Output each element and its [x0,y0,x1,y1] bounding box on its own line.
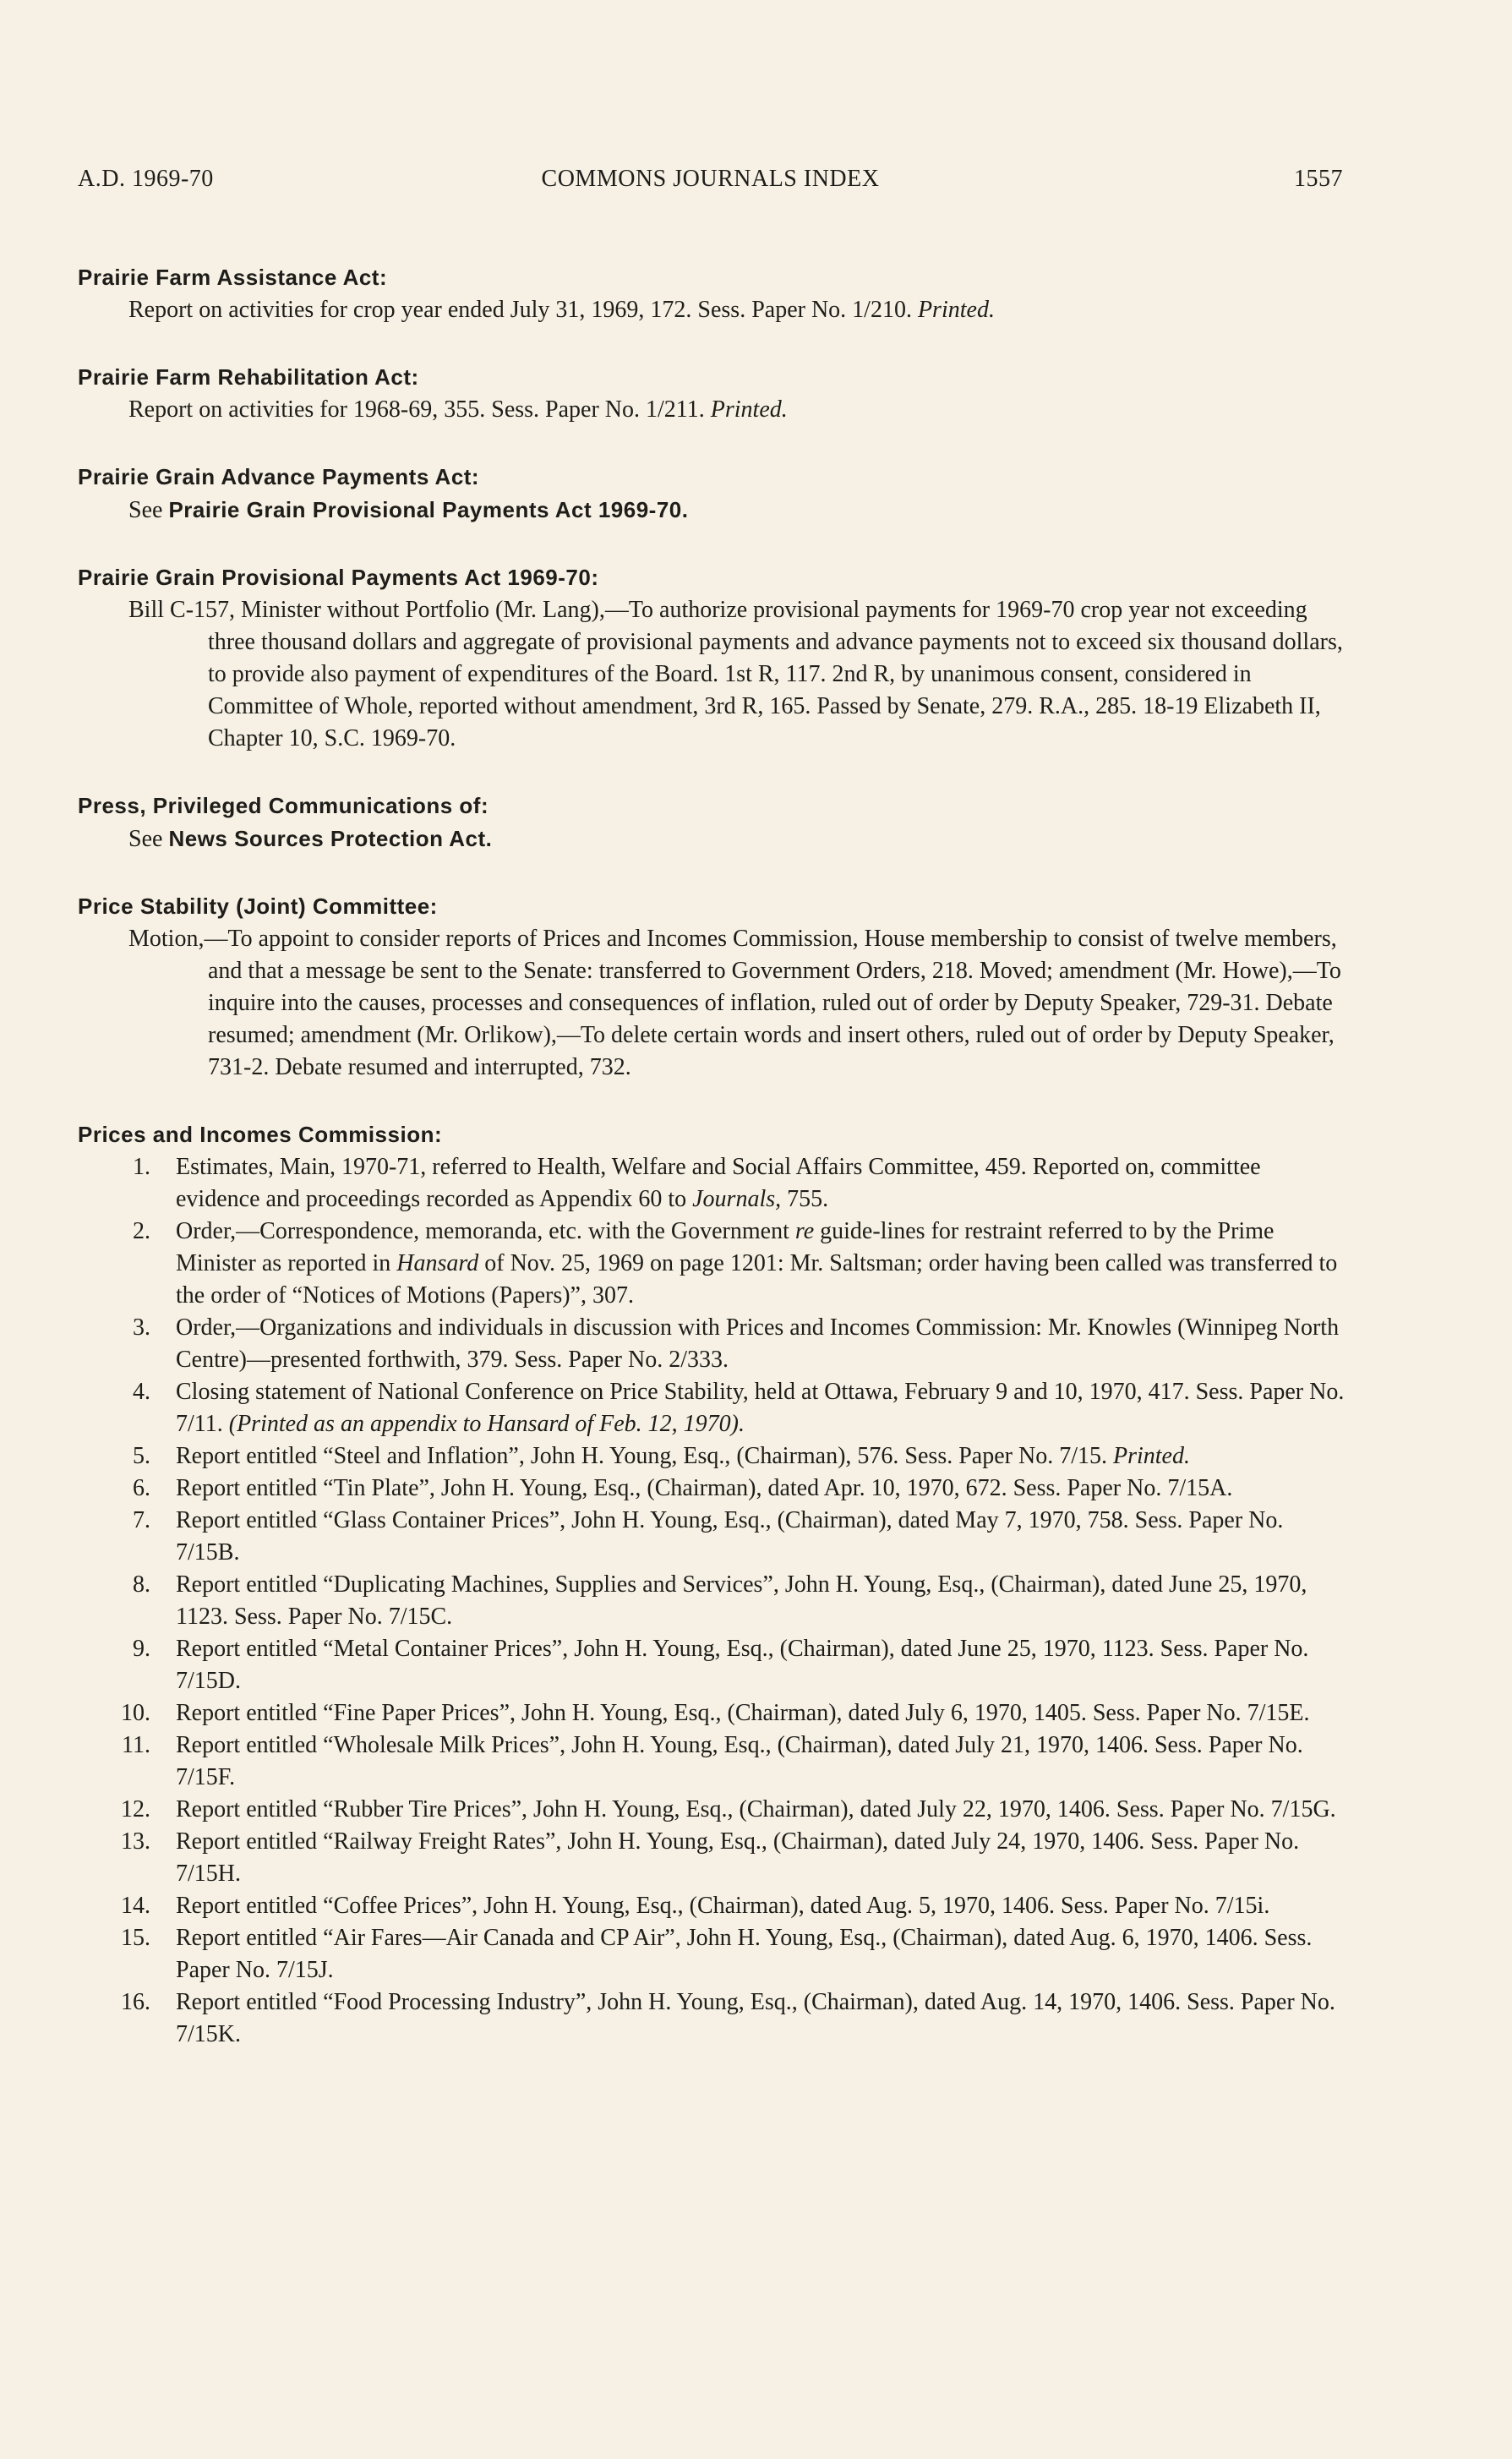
page-header [78,166,1343,199]
item-number: 9. [133,1636,150,1662]
index-entry [78,790,1346,855]
page-number: 1557 [1294,166,1343,192]
list-item [78,1505,1346,1569]
item-text: Report entitled “Metal Container Prices”, John H. Young, Esq., (Chairman), dated June 25, 1970, 1123. Sess. Paper No. 7/15D. [176,1636,1309,1694]
item-text: of Nov. 25, 1969 on page 1201: Mr. Saltsman; order having been called was transferred to the order of “Notices of Motions (Papers)”, 307. [176,1250,1338,1309]
list-item [78,1729,1346,1794]
entry-text: Motion,—To appoint to consider reports of Prices and Incomes Commission, House membership to consist of twelve members, and that a message be sent to the Senate: transferred to Government Orders, 218. Moved; amendment (Mr. Howe),—To inquire into the causes, processes and consequences of inflation, ruled out of order by Deputy Speaker, 729-31. Debate resumed; amendment (Mr. Orlikow),—To delete certain words and insert others, ruled out of order by Deputy Speaker, 731-2. Debate resumed and interrupted, 732. [128,926,1341,1080]
item-number: 1. [133,1154,150,1180]
item-italic-text: (Printed as an appendix to Hansard of Feb. 12, 1970). [228,1411,745,1437]
item-number: 16. [121,1989,150,2015]
item-text: Report entitled “Railway Freight Rates”, John H. Young, Esq., (Chairman), dated July 24, 1970, 1406. Sess. Paper No. 7/15H. [176,1828,1300,1887]
index-entry [78,262,1346,326]
item-number: 7. [133,1507,150,1533]
entry-heading: Price Stability (Joint) Committee: [78,893,438,919]
item-text: Order,—Correspondence, memoranda, etc. with the Government [176,1218,795,1244]
cross-reference: News Sources Protection Act. [168,826,493,851]
item-number: 11. [122,1732,150,1758]
item-text: Report entitled “Steel and Inflation”, John H. Young, Esq., (Chairman), 576. Sess. Paper No. 7/15. [176,1443,1113,1469]
item-number: 10. [121,1700,150,1726]
list-item [78,1890,1346,1922]
item-text: Report entitled “Tin Plate”, John H. Young, Esq., (Chairman), dated Apr. 10, 1970, 672. Sess. Paper No. 7/15A. [176,1475,1233,1501]
item-number: 5. [133,1443,150,1469]
item-number: 14. [121,1893,150,1919]
index-entry [78,462,1346,527]
item-italic-text: Printed. [1112,1443,1190,1469]
item-text: guide-lines for restraint referred to by the Prime Minister as reported in [176,1218,1275,1276]
list-item [78,1633,1346,1697]
item-number: 4. [133,1379,150,1405]
item-text: 755. [781,1186,829,1212]
item-text: Report entitled “Glass Container Prices”, John H. Young, Esq., (Chairman), dated May 7, 1970, 758. Sess. Paper No. 7/15B. [176,1507,1284,1566]
entry-text-main: Report on activities for 1968-69, 355. Sess. Paper No. 1/211. [128,396,705,423]
entry-text: Bill C-157, Minister without Portfolio (Mr. Lang),—To authorize provisional payments for 1969-70 crop year not exceeding three thousand dollars and aggregate of provisional payments and advance payments not to exceed six thousand dollars, to provide also payment of expenditures of the Board. 1st R, 117. 2nd R, by unanimous consent, considered in Committee of Whole, reported without amendment, 3rd R, 165. Passed by Senate, 279. R.A., 285. 18-19 Elizabeth II, Chapter 10, S.C. 1969-70. [128,597,1343,751]
entry-text [78,494,1346,527]
list-item [78,1216,1346,1312]
item-text: Report entitled “Duplicating Machines, Supplies and Services”, John H. Young, Esq., (Chairman), dated June 25, 1970, 1123. Sess. Paper No. 7/15C. [176,1571,1307,1630]
entry-text-main: Report on activities for crop year ended July 31, 1969, 172. Sess. Paper No. 1/210. [128,297,912,323]
item-number: 2. [133,1218,150,1244]
list-item [78,1826,1346,1890]
list-item [78,1569,1346,1633]
index-content [78,262,1346,2086]
list-item [78,1312,1346,1376]
entry-heading: Prices and Incomes Commission: [78,1122,443,1147]
index-entry [78,891,1346,1084]
list-item [78,1376,1346,1440]
entry-heading: Prairie Grain Provisional Payments Act 1969-70: [78,565,599,590]
list-item [78,1922,1346,1986]
item-text: Order,—Organizations and individuals in discussion with Prices and Incomes Commission: Mr. Knowles (Winnipeg North Centre)—presented forthwith, 379. Sess. Paper No. 2/333. [176,1314,1340,1373]
index-entry [78,362,1346,426]
item-number: 6. [133,1475,150,1501]
entry-text [78,294,1346,326]
see-label: See [128,497,163,523]
list-item [78,1440,1346,1473]
item-text: Report entitled “Rubber Tire Prices”, John H. Young, Esq., (Chairman), dated July 22, 1970, 1406. Sess. Paper No. 7/15G. [176,1796,1336,1822]
list-item [78,1151,1346,1216]
cross-reference: Prairie Grain Provisional Payments Act 1969-70. [168,497,689,522]
list-item [78,1473,1346,1505]
item-italic-text: Journals, [692,1186,782,1212]
item-number: 13. [121,1828,150,1855]
item-italic-text: Hansard [396,1250,479,1276]
entry-heading: Prairie Farm Assistance Act: [78,265,388,290]
entry-text [78,822,1346,855]
entry-heading: Prairie Farm Rehabilitation Act: [78,364,419,390]
item-number: 15. [121,1925,150,1951]
item-text: Closing statement of National Conference on Price Stability, held at Ottawa, February 9 and 10, 1970, 417. Sess. Paper No. 7/11. [176,1379,1345,1437]
item-number: 8. [133,1571,150,1598]
header-title: COMMONS JOURNALS INDEX [541,166,880,192]
list-item [78,1986,1346,2051]
item-text: Report entitled “Wholesale Milk Prices”, John H. Young, Esq., (Chairman), dated July 21, 1970, 1406. Sess. Paper No. 7/15F. [176,1732,1303,1790]
item-text: Report entitled “Coffee Prices”, John H. Young, Esq., (Chairman), dated Aug. 5, 1970, 1406. Sess. Paper No. 7/15i. [176,1893,1270,1919]
entry-text [78,394,1346,426]
numbered-item-list [78,1151,1346,2051]
item-text: Report entitled “Air Fares—Air Canada and CP Air”, John H. Young, Esq., (Chairman), dated Aug. 6, 1970, 1406. Sess. Paper No. 7/15J. [176,1925,1313,1983]
prices-commission-entry [78,1119,1346,2051]
list-item [78,1794,1346,1826]
index-entry [78,562,1346,755]
list-item [78,1697,1346,1729]
entry-heading: Press, Privileged Communications of: [78,793,489,818]
item-text: Report entitled “Food Processing Industry”, John H. Young, Esq., (Chairman), dated Aug. 14, 1970, 1406. Sess. Paper No. 7/15K. [176,1989,1335,2047]
item-italic-text: re [794,1218,815,1244]
entry-printed-note: Printed. [917,297,995,323]
item-number: 12. [121,1796,150,1822]
item-text: Report entitled “Fine Paper Prices”, John H. Young, Esq., (Chairman), dated July 6, 1970, 1405. Sess. Paper No. 7/15E. [176,1700,1310,1726]
header-years: A.D. 1969-70 [78,166,214,192]
see-label: See [128,826,163,852]
entry-printed-note: Printed. [710,396,788,423]
item-text: Estimates, Main, 1970-71, referred to Health, Welfare and Social Affairs Committee, 459. Reported on, committee evidence and proceedings recorded as Appendix 60 to [176,1154,1261,1212]
entry-heading: Prairie Grain Advance Payments Act: [78,464,480,489]
item-number: 3. [133,1314,150,1341]
